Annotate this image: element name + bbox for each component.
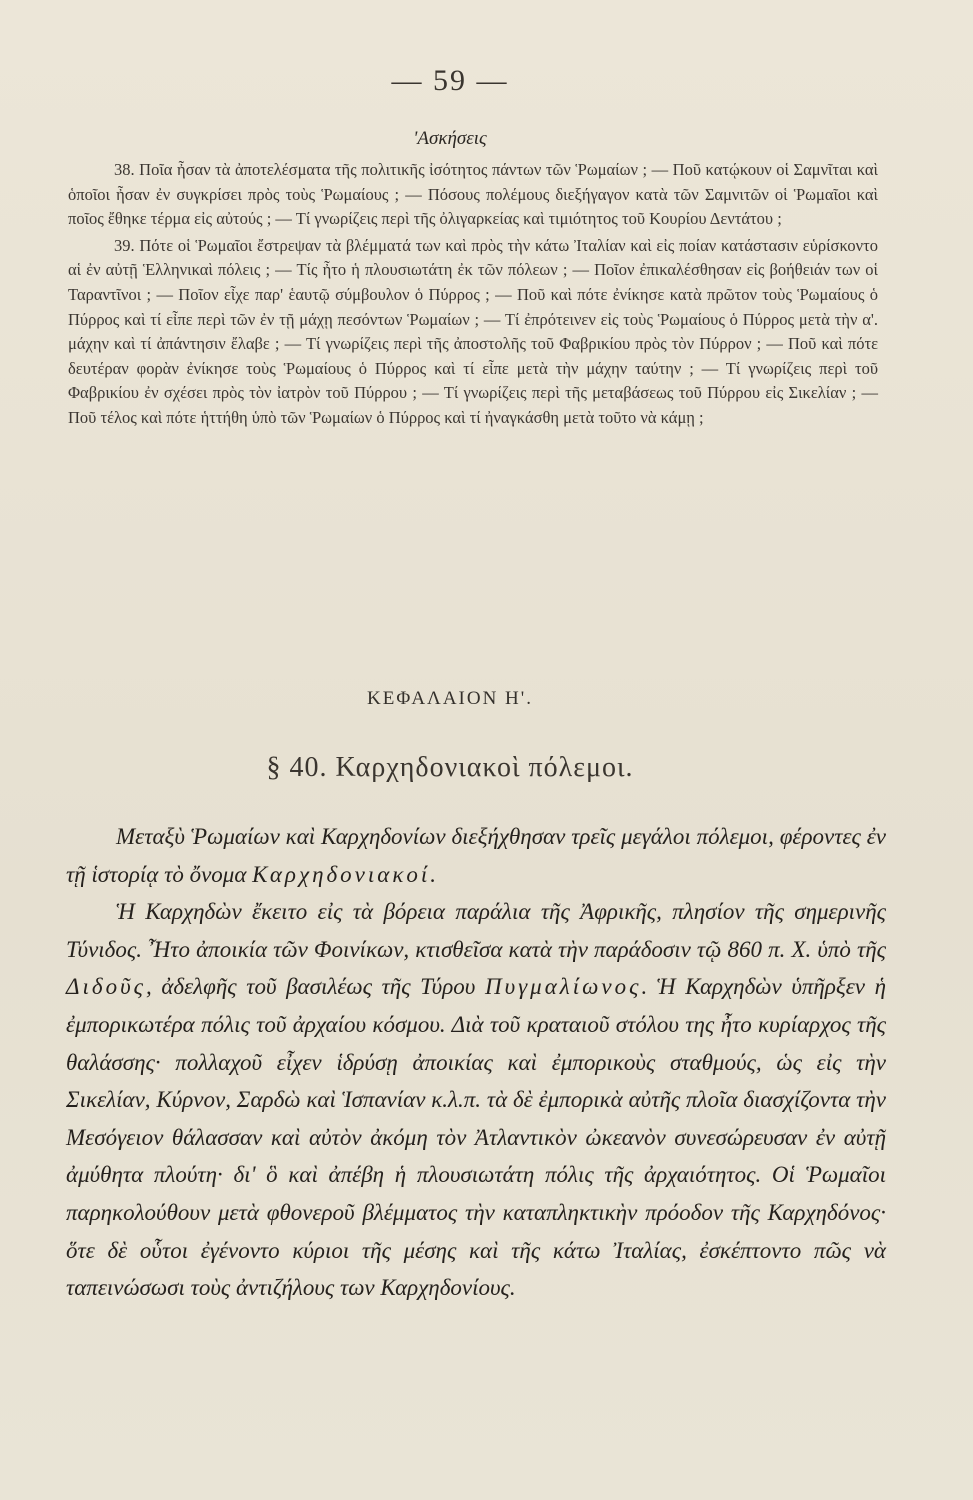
exercise-38: 38. Ποῖα ἦσαν τὰ ἀποτελέσματα τῆς πολιτικῆς ἰσότητος πάντων τῶν Ῥωμαίων ; — Ποῦ κατῴκουν οἱ Σαμνῖται καὶ ὁποῖοι ἦσαν ἐν συγκρίσει πρὸς τοὺς Ῥωμαίους ; — Πόσους πολέμους διεξήγαγον κατὰ τῶν Σαμνιτῶν οἱ Ῥωμαῖοι καὶ ποῖος ἔθηκε τέρμα εἰς αὐτούς ; — Τί γνωρίζεις περὶ τῆς ὀλιγαρκείας καὶ τιμιότητος τοῦ Κουρίου Δεντάτου ; xyxy=(68,160,878,229)
section-body xyxy=(66,818,886,1307)
chapter-title: ΚΕΦΑΛΑΙΟΝ Η'. xyxy=(367,688,533,709)
exercises-heading: 'Ασκήσεις xyxy=(413,128,487,149)
paragraph-2-text-a: Ἡ Καρχηδὼν ἔκειτο εἰς τὰ βόρεια παράλια τῆς Ἀφρικῆς, πλησίον τῆς σημερινῆς Τύνιδος. Ἦτο ἀποικία τῶν Φοινίκων, κτισθεῖσα κατὰ τὴν παράδοσιν τῷ 860 π. Χ. ὑπὸ τῆς xyxy=(66,899,886,962)
exercises-block xyxy=(68,158,878,431)
name-dido: Διδοῦς xyxy=(66,974,146,1000)
paragraph-2 xyxy=(66,893,886,1307)
paragraph-2-text-e: . Ἡ Καρχηδὼν ὑπῆρξεν ἡ ἐμπορικωτέρα πόλις τοῦ ἀρχαίου κόσμου. Διὰ τοῦ κραταιοῦ στόλου της ἦτο κυρίαρχος τῆς θαλάσσης· πολλαχοῦ εἶχεν ἱδρύσῃ ἀποικίας καὶ ἐμπορικοὺς σταθμούς, ὡς εἰς τὴν Σικελίαν, Κύρνον, Σαρδὼ καὶ Ἱσπανίαν κ.λ.π. τὰ δὲ ἐμπορικὰ αὐτῆς πλοῖα διασχίζοντα τὴν Μεσόγειον θάλασσαν καὶ αὐτὸν ἀκόμη τὸν Ἀτλαντικὸν ὠκεανὸν συνεσώρευσαν ἐν αὐτῇ ἀμύθητα πλούτη· δι' ὃ καὶ ἀπέβη ἡ πλουσιωτάτη πόλις τῆς ἀρχαιότητος. Οἱ Ῥωμαῖοι παρηκολούθουν μετὰ φθονεροῦ βλέμματος τὴν καταπληκτικὴν πρόοδον τῆς Καρχηδόνος· ὅτε δὲ οὗτοι ἐγένοντο κύριοι τῆς μέσης καὶ τῆς κάτω Ἰταλίας, ἐσκέπτοντο πῶς νὰ ταπεινώσωσι τοὺς ἀντιζήλους των Καρχηδονίους. xyxy=(66,974,886,1301)
exercise-39: 39. Πότε οἱ Ῥωμαῖοι ἔστρεψαν τὰ βλέμματά των καὶ πρὸς τὴν κάτω Ἰταλίαν καὶ εἰς ποίαν κατάστασιν εὑρίσκοντο αἱ ἐν αὐτῇ Ἑλληνικαὶ πόλεις ; — Τίς ἦτο ἡ πλουσιωτάτη ἐκ τῶν πόλεων ; — Ποῖον ἐπικαλέσθησαν εἰς βοήθειάν των οἱ Ταραντῖνοι ; — Ποῖον εἶχε παρ' ἑαυτῷ σύμβουλον ὁ Πύρρος ; — Ποῦ καὶ πότε ἐνίκησε κατὰ πρῶτον τοὺς Ῥωμαίους ὁ Πύρρος καὶ τί εἶπε περὶ τῶν ἐν τῇ μάχῃ πεσόντων Ῥωμαίων ; — Τί ἐπρότεινεν εἰς τοὺς Ῥωμαίους ὁ Πύρρος μετὰ τὴν α'. μάχην καὶ τί ἀπάντησιν ἔλαβε ; — Τί γνωρίζεις περὶ τῆς ἀποστολῆς τοῦ Φαβρικίου πρὸς τὸν Πύρρον ; — Ποῦ καὶ πότε δευτέραν φορὰν ἐνίκησε τοὺς Ῥωμαίους ὁ Πύρρος καὶ τί εἶπε μετὰ τὴν μάχην ταύτην ; — Τί γνωρίζεις περὶ τοῦ Φαβρικίου ἐν σχέσει πρὸς τὸν ἰατρὸν τοῦ Πύρρου ; — Τί γνωρίζεις περὶ τῆς μεταβάσεως τοῦ Πύρρου εἰς Σικελίαν ; — Ποῦ τέλος καὶ πότε ἡττήθη ὑπὸ τῶν Ῥωμαίων ὁ Πύρρος καὶ τί ἠναγκάσθη μετὰ τοῦτο νὰ κάμῃ ; xyxy=(68,235,878,427)
page-number: — 59 — xyxy=(391,64,509,97)
term-carthaginian: Καρχηδονιακοί. xyxy=(252,861,440,887)
paragraph-1 xyxy=(66,818,886,893)
section-title: § 40. Καρχηδονιακοὶ πόλεμοι. xyxy=(266,752,634,783)
paragraph-1-text: Μεταξὺ Ῥωμαίων καὶ Καρχηδονίων διεξήχθησαν τρεῖς μεγάλοι πόλεμοι, φέροντες ἐν τῇ ἱστορίᾳ τὸ ὄνομα xyxy=(66,824,886,887)
name-pygmalion: Πυγμαλίωνος xyxy=(484,974,642,1000)
paragraph-2-text-c: , ἀδελφῆς τοῦ βασιλέως τῆς Τύρου xyxy=(145,974,485,1000)
